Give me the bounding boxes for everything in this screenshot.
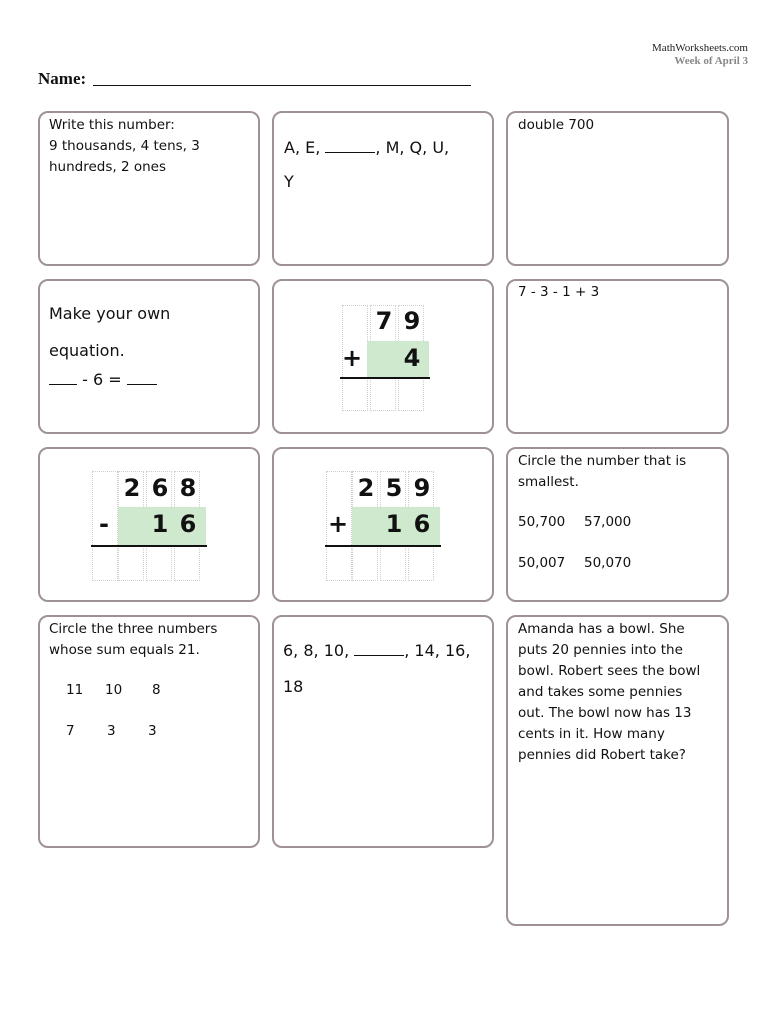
name-line[interactable] [93, 85, 471, 86]
answer-blank[interactable] [49, 384, 77, 385]
question-box-8 [272, 447, 494, 602]
question-box-9 [506, 447, 729, 602]
question-box-10 [38, 615, 260, 848]
question-box-3 [506, 111, 729, 266]
site-name: MathWorksheets.com [652, 42, 748, 54]
digit: 7 [375, 307, 393, 335]
q1-text [49, 115, 200, 178]
q12-line: out. The bowl now has 13 [518, 705, 692, 721]
digit: 9 [413, 474, 431, 502]
question-box-6 [506, 279, 729, 434]
question-box-11 [272, 615, 494, 848]
q11-text [283, 633, 470, 705]
q12-line: and takes some pennies [518, 684, 683, 700]
q12-line: bowl. Robert sees the bowl [518, 663, 701, 679]
q11-sequence-end: , 14, 16, [404, 641, 471, 660]
q9-choice[interactable]: 57,000 [584, 514, 632, 530]
difference-line [91, 545, 207, 547]
question-box-1 [38, 111, 260, 266]
q4-equation-middle: - 6 = [77, 370, 127, 389]
q12-line: cents in it. How many [518, 726, 665, 742]
q12-line: pennies did Robert take? [518, 747, 686, 763]
answer-blank[interactable] [354, 655, 404, 656]
q4-equation [49, 369, 157, 390]
header-site-info [652, 42, 748, 68]
digit: 1 [385, 510, 403, 538]
q11-line2: 18 [283, 677, 304, 696]
sum-line [340, 377, 430, 379]
operator: + [327, 510, 349, 538]
q2-sequence-start: A, E, [284, 138, 321, 157]
q1-line: 9 thousands, 4 tens, 3 [49, 138, 200, 154]
q10-choice[interactable]: 7 [66, 723, 75, 739]
digit: 6 [151, 474, 169, 502]
question-box-5 [272, 279, 494, 434]
q9-choice[interactable]: 50,700 [518, 514, 566, 530]
question-box-4 [38, 279, 260, 434]
q12-line: Amanda has a bowl. She [518, 621, 685, 637]
q10-choice[interactable]: 3 [148, 723, 157, 739]
question-box-2 [272, 111, 494, 266]
q9-choice[interactable]: 50,007 [518, 555, 566, 571]
sum-line [325, 545, 441, 547]
q6-text: 7 - 3 - 1 + 3 [518, 284, 600, 300]
q10-line1: Circle the three numbers [49, 621, 218, 637]
q10-choice[interactable]: 3 [107, 723, 116, 739]
digit: 5 [385, 474, 403, 502]
q12-line: puts 20 pennies into the [518, 642, 683, 658]
q4-line1: Make your own [49, 304, 171, 323]
digit: 9 [403, 307, 421, 335]
name-label: Name: [38, 69, 87, 88]
q9-line1: Circle the number that is [518, 453, 687, 469]
q9-line2: smallest. [518, 474, 579, 490]
q10-text [49, 619, 217, 661]
q12-text [518, 619, 700, 766]
answer-blank[interactable] [127, 384, 157, 385]
digit: 2 [357, 474, 375, 502]
q10-choice[interactable]: 10 [105, 682, 123, 698]
answer-blank[interactable] [325, 152, 375, 153]
q4-line2: equation. [49, 341, 125, 360]
q2-line2: Y [284, 172, 294, 191]
digit: 2 [123, 474, 141, 502]
q11-sequence-start: 6, 8, 10, [283, 641, 350, 660]
digit: 8 [179, 474, 197, 502]
digit: 6 [179, 510, 197, 538]
q1-line: hundreds, 2 ones [49, 159, 167, 175]
q3-text: double 700 [518, 117, 595, 133]
q2-text [284, 131, 449, 199]
digit: 4 [403, 344, 421, 372]
q9-choice[interactable]: 50,070 [584, 555, 632, 571]
q9-text [518, 451, 686, 493]
week-label: Week of April 3 [674, 55, 748, 67]
q1-line: Write this number: [49, 117, 175, 133]
operator: + [341, 344, 363, 372]
operator: - [99, 510, 109, 538]
question-box-7 [38, 447, 260, 602]
q10-line2: whose sum equals 21. [49, 642, 200, 658]
question-box-12 [506, 615, 729, 926]
q10-choice[interactable]: 8 [152, 682, 161, 698]
digit: 6 [413, 510, 431, 538]
q4-text [49, 295, 170, 369]
digit: 1 [151, 510, 169, 538]
q2-sequence-end: , M, Q, U, [375, 138, 450, 157]
q10-choice[interactable]: 11 [66, 682, 84, 698]
